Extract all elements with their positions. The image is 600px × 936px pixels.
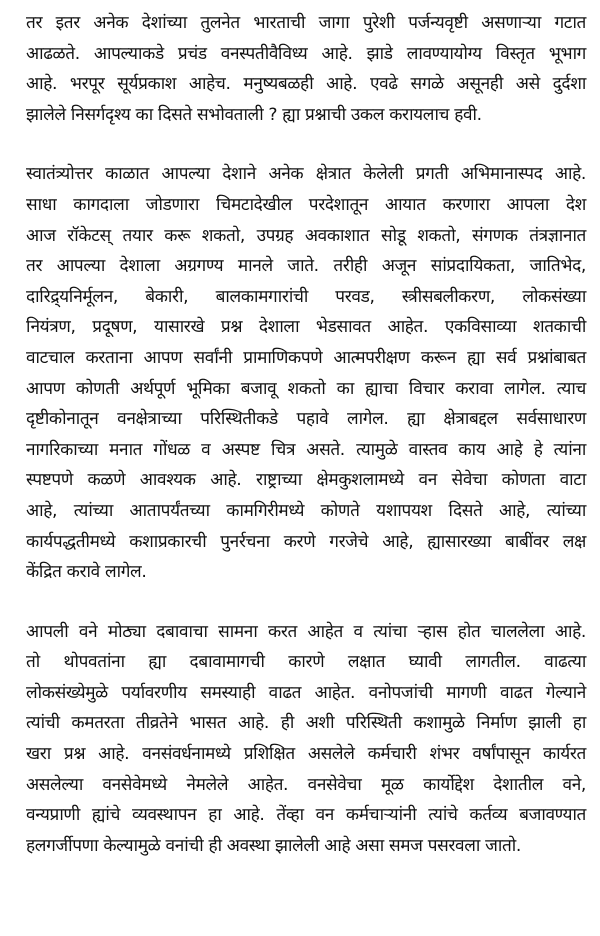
text-line: आपली वने मोठ्या दबावाचा सामना करत आहेत व त्यांचा ऱ्हास होत चाललेला आहे. xyxy=(26,621,586,642)
text-line: वन्यप्राणी ह्यांचे व्यवस्थापन हा आहे. तेंव्हा वन कर्मचाऱ्यांनी त्यांचे कर्तव्य बजावण्यात xyxy=(26,805,586,826)
text-line: झालेले निसर्गदृश्य का दिसते सभोवताली ? ह्या प्रश्नाची उकल करायलाच हवी. xyxy=(26,104,482,125)
text-line: तर इतर अनेक देशांच्या तुलनेत भारताची जागा पुरेशी पर्जन्यवृष्टी असणाऱ्या गटात xyxy=(26,13,586,33)
text-line: साधा कागदाला जोडणारा चिमटादेखील परदेशातून आयात करणारा आपला देश xyxy=(26,194,586,215)
text-line: हलगर्जीपणा केल्यामुळे वनांची ही अवस्था झालेली आहे असा समज पसरवला जातो. xyxy=(26,835,521,856)
document-page xyxy=(26,8,586,861)
text-line: दारिद्र्यनिर्मूलन, बेकारी, बालकामगारांची परवड, स्त्रीसबलीकरण, लोकसंख्या xyxy=(26,286,586,307)
paragraph-spacer xyxy=(26,588,586,617)
text-line: नियंत्रण, प्रदूषण, यासारखे प्रश्न देशाला भेडसावत आहेत. एकविसाव्या शतकाची xyxy=(26,317,586,338)
text-line: लोकसंख्येमुळे पर्यावरणीय समस्याही वाढत आहेत. वनोपजांची मागणी वाढत गेल्याने xyxy=(26,682,586,703)
paragraph-2 xyxy=(26,159,586,587)
paragraph-1 xyxy=(26,8,586,130)
text-line: आहे. भरपूर सूर्यप्रकाश आहेच. मनुष्यबळही आहे. एवढे सगळे असूनही असे दुर्दशा xyxy=(26,74,586,95)
text-line: तर आपल्या देशाला अग्रगण्य मानले जाते. तरीही अजून सांप्रदायिकता, जातिभेद, xyxy=(26,256,586,277)
text-line: वाटचाल करताना आपण सर्वांनी प्रामाणिकपणे आत्मपरीक्षण करून ह्या सर्व प्रश्नांबाबत xyxy=(26,347,586,368)
text-line: स्पष्टपणे कळणे आवश्यक आहे. राष्ट्राच्या क्षेमकुशलामध्ये वन सेवेचा कोणता वाटा xyxy=(26,470,586,491)
text-line: असलेल्या वनसेवेमध्ये नेमलेले आहेत. वनसेवेचा मूळ कार्योद्देश देशातील वने, xyxy=(26,774,586,795)
paragraph-spacer xyxy=(26,130,586,159)
text-line: तो थोपवतांना ह्या दबावामागची कारणे लक्षात घ्यावी लागतील. वाढत्या xyxy=(26,652,586,673)
text-line: खरा प्रश्न आहे. वनसंवर्धनामध्ये प्रशिक्षित असलेले कर्मचारी शंभर वर्षांपासून कार्यरत xyxy=(26,744,586,765)
text-line: नागरिकाच्या मनात गोंधळ व अस्पष्ट चित्र असते. त्यामुळे वास्तव काय आहे हे त्यांना xyxy=(26,439,586,460)
text-line: दृष्टीकोनातून वनक्षेत्राच्या परिस्थितीकडे पहावे लागेल. ह्या क्षेत्राबद्दल सर्वसाधारण xyxy=(26,409,586,430)
text-line: आहे, त्यांच्या आतापर्यंतच्या कामगिरीमध्ये कोणते यशापयश दिसते आहे, त्यांच्या xyxy=(26,500,586,521)
paragraph-3 xyxy=(26,617,586,862)
text-line: कार्यपद्धतीमध्ये कशाप्रकारची पुनर्रचना करणे गरजेचे आहे, ह्यासारख्या बाबींवर लक्ष xyxy=(26,531,586,552)
text-line: स्वातंत्र्योत्तर काळात आपल्या देशाने अनेक क्षेत्रात केलेली प्रगती अभिमानास्पद आहे. xyxy=(26,164,586,185)
text-line: आज रॉकेटस् तयार करू शकतो, उपग्रह अवकाशात सोडू शकतो, संगणक तंत्रज्ञानात xyxy=(26,225,586,246)
text-line: आपण कोणती अर्थपूर्ण भूमिका बजावू शकतो का ह्याचा विचार करावा लागेल. त्याच xyxy=(26,378,586,399)
text-line: केंद्रित करावे लागेल. xyxy=(26,562,147,583)
text-line: त्यांची कमतरता तीव्रतेने भासत आहे. ही अशी परिस्थिती कशामुळे निर्माण झाली हा xyxy=(26,713,586,734)
text-line: आढळते. आपल्याकडे प्रचंड वनस्पतीवैविध्य आहे. झाडे लावण्यायोग्य विस्तृत भूभाग xyxy=(26,43,586,64)
